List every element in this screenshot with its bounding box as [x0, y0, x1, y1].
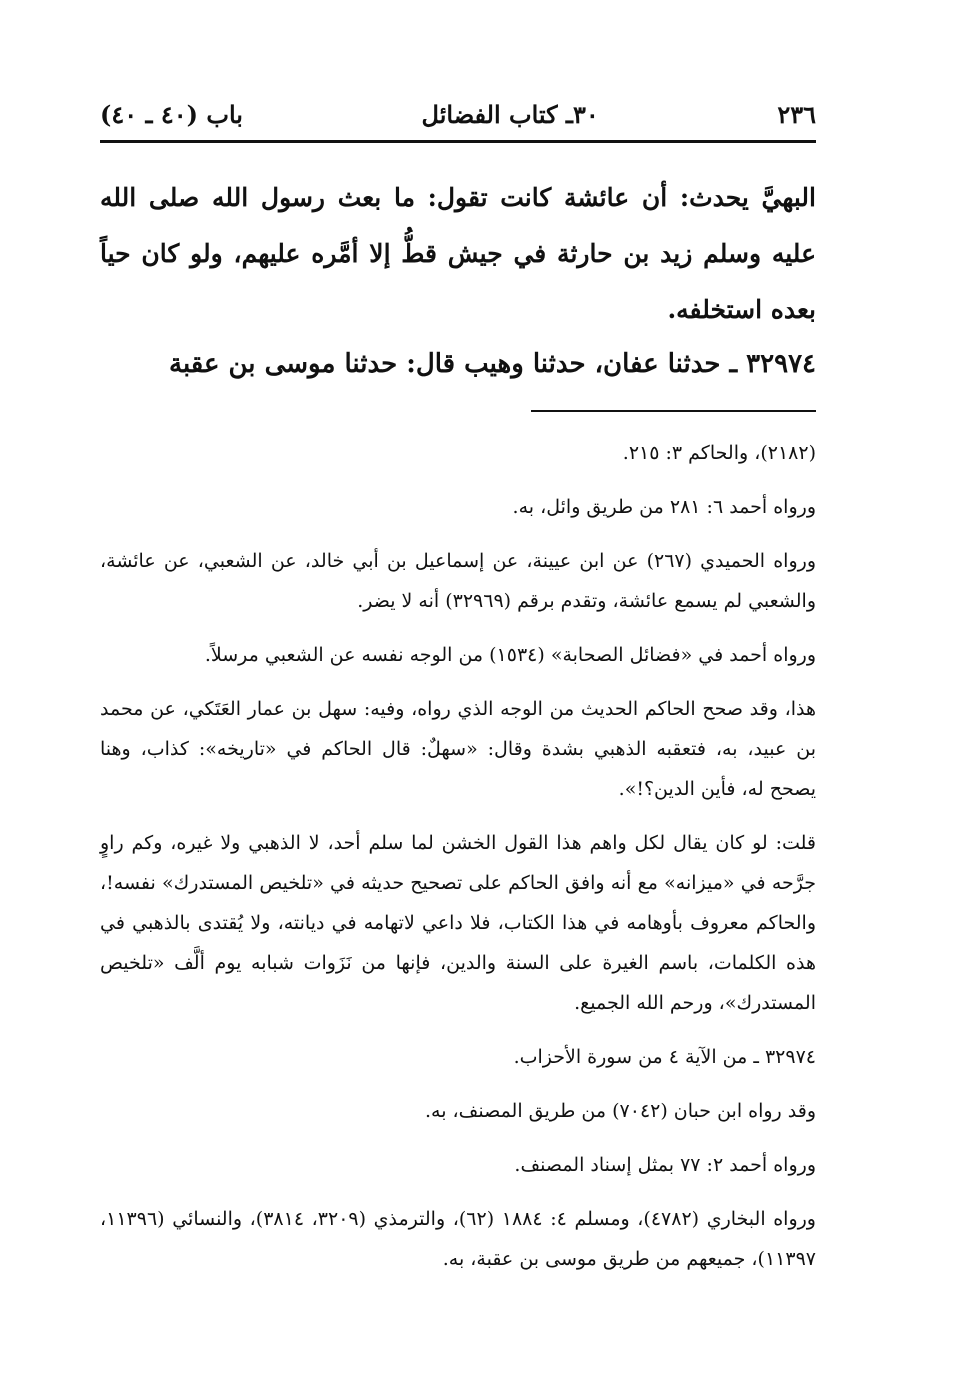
hadith-text: ـ حدثنا عفان، حدثنا وهيب قال: حدثنا موسى بن عقبة	[169, 349, 747, 379]
page-number: ٢٣٦	[777, 99, 816, 129]
footnotes	[100, 433, 816, 1293]
footnote-2: ورواه أحمد ٦: ٢٨١ من طريق وائل، به.	[512, 496, 816, 518]
header-rule	[100, 140, 816, 143]
chapter-label: باب (٤٠ ـ ٤٠)	[100, 99, 243, 129]
footnote-8: وقد رواه ابن حبان (٧٠٤٢) من طريق المصنف، به.	[425, 1100, 816, 1122]
footnote-6: قلت: لو كان يقال لكل واهم هذا القول الخشن لما سلم أحد، لا الذهبي ولا غيره، وكم راوٍ جرَّحه في «ميزانه» مع أنه وافق الحاكم على تصحيح حديثه في «تلخيص المستدرك» نفسه!، والحاكم معروف بأوهامه في هذا الكتاب، فلا داعي لاتهامه في ديانته، ولا يُقتدى بالذهبي في هذه الكلمات، باسم الغيرة على السنة والدين، فإنها من نَزَوات شبابه يوم ألَّف «تلخيص المستدرك»، ورحم الله الجميع.	[100, 832, 816, 1014]
footnote-3: ورواه الحميدي (٢٦٧) عن ابن عيينة، عن إسماعيل بن أبي خالد، عن الشعبي، عن عائشة، والشعبي لم يسمع عائشة، وتقدم برقم (٣٢٩٦٩) أنه لا يضر.	[100, 550, 816, 612]
main-text	[100, 170, 816, 338]
page-header	[100, 88, 816, 140]
hadith-heading	[100, 336, 816, 392]
book-page	[100, 88, 816, 1338]
main-paragraph: البهيَّ يحدث: أن عائشة كانت تقول: ما بعث رسول الله صلى الله عليه وسلم زيد بن حارثة في جيش قطُّ إلا أمَّره عليهم، ولو كان حياً بعده استخلفه.	[100, 183, 816, 324]
footnote-divider	[531, 410, 816, 412]
footnote-5: هذا، وقد صحح الحاكم الحديث من الوجه الذي رواه، وفيه: سهل بن عمار العَتَكي، عن محمد بن عبيد، به، فتعقبه الذهبي بشدة وقال: «سهلٌ: قال الحاكم في «تاريخه»: كذاب، وهنا يصحح له، فأين الدين؟!».	[100, 698, 816, 800]
footnote-9: ورواه أحمد ٢: ٧٧ بمثل إسناد المصنف.	[514, 1154, 816, 1176]
footnote-1: (٢١٨٢)، والحاكم ٣: ٢١٥.	[622, 442, 816, 464]
hadith-number: ٣٢٩٧٤	[746, 349, 816, 379]
book-title: ٣٠ـ كتاب الفضائل	[421, 99, 599, 129]
footnote-10: ورواه البخاري (٤٧٨٢)، ومسلم ٤: ١٨٨٤ (٦٢)، والترمذي (٣٢٠٩، ٣٨١٤)، والنسائي (١١٣٩٦، ١١٣٩٧)، جميعهم من طريق موسى بن عقبة، به.	[100, 1208, 816, 1270]
footnote-4: ورواه أحمد في «فضائل الصحابة» (١٥٣٤) من الوجه نفسه عن الشعبي مرسلاً.	[204, 644, 816, 666]
footnote-7: ٣٢٩٧٤ ـ من الآية ٤ من سورة الأحزاب.	[513, 1046, 816, 1068]
